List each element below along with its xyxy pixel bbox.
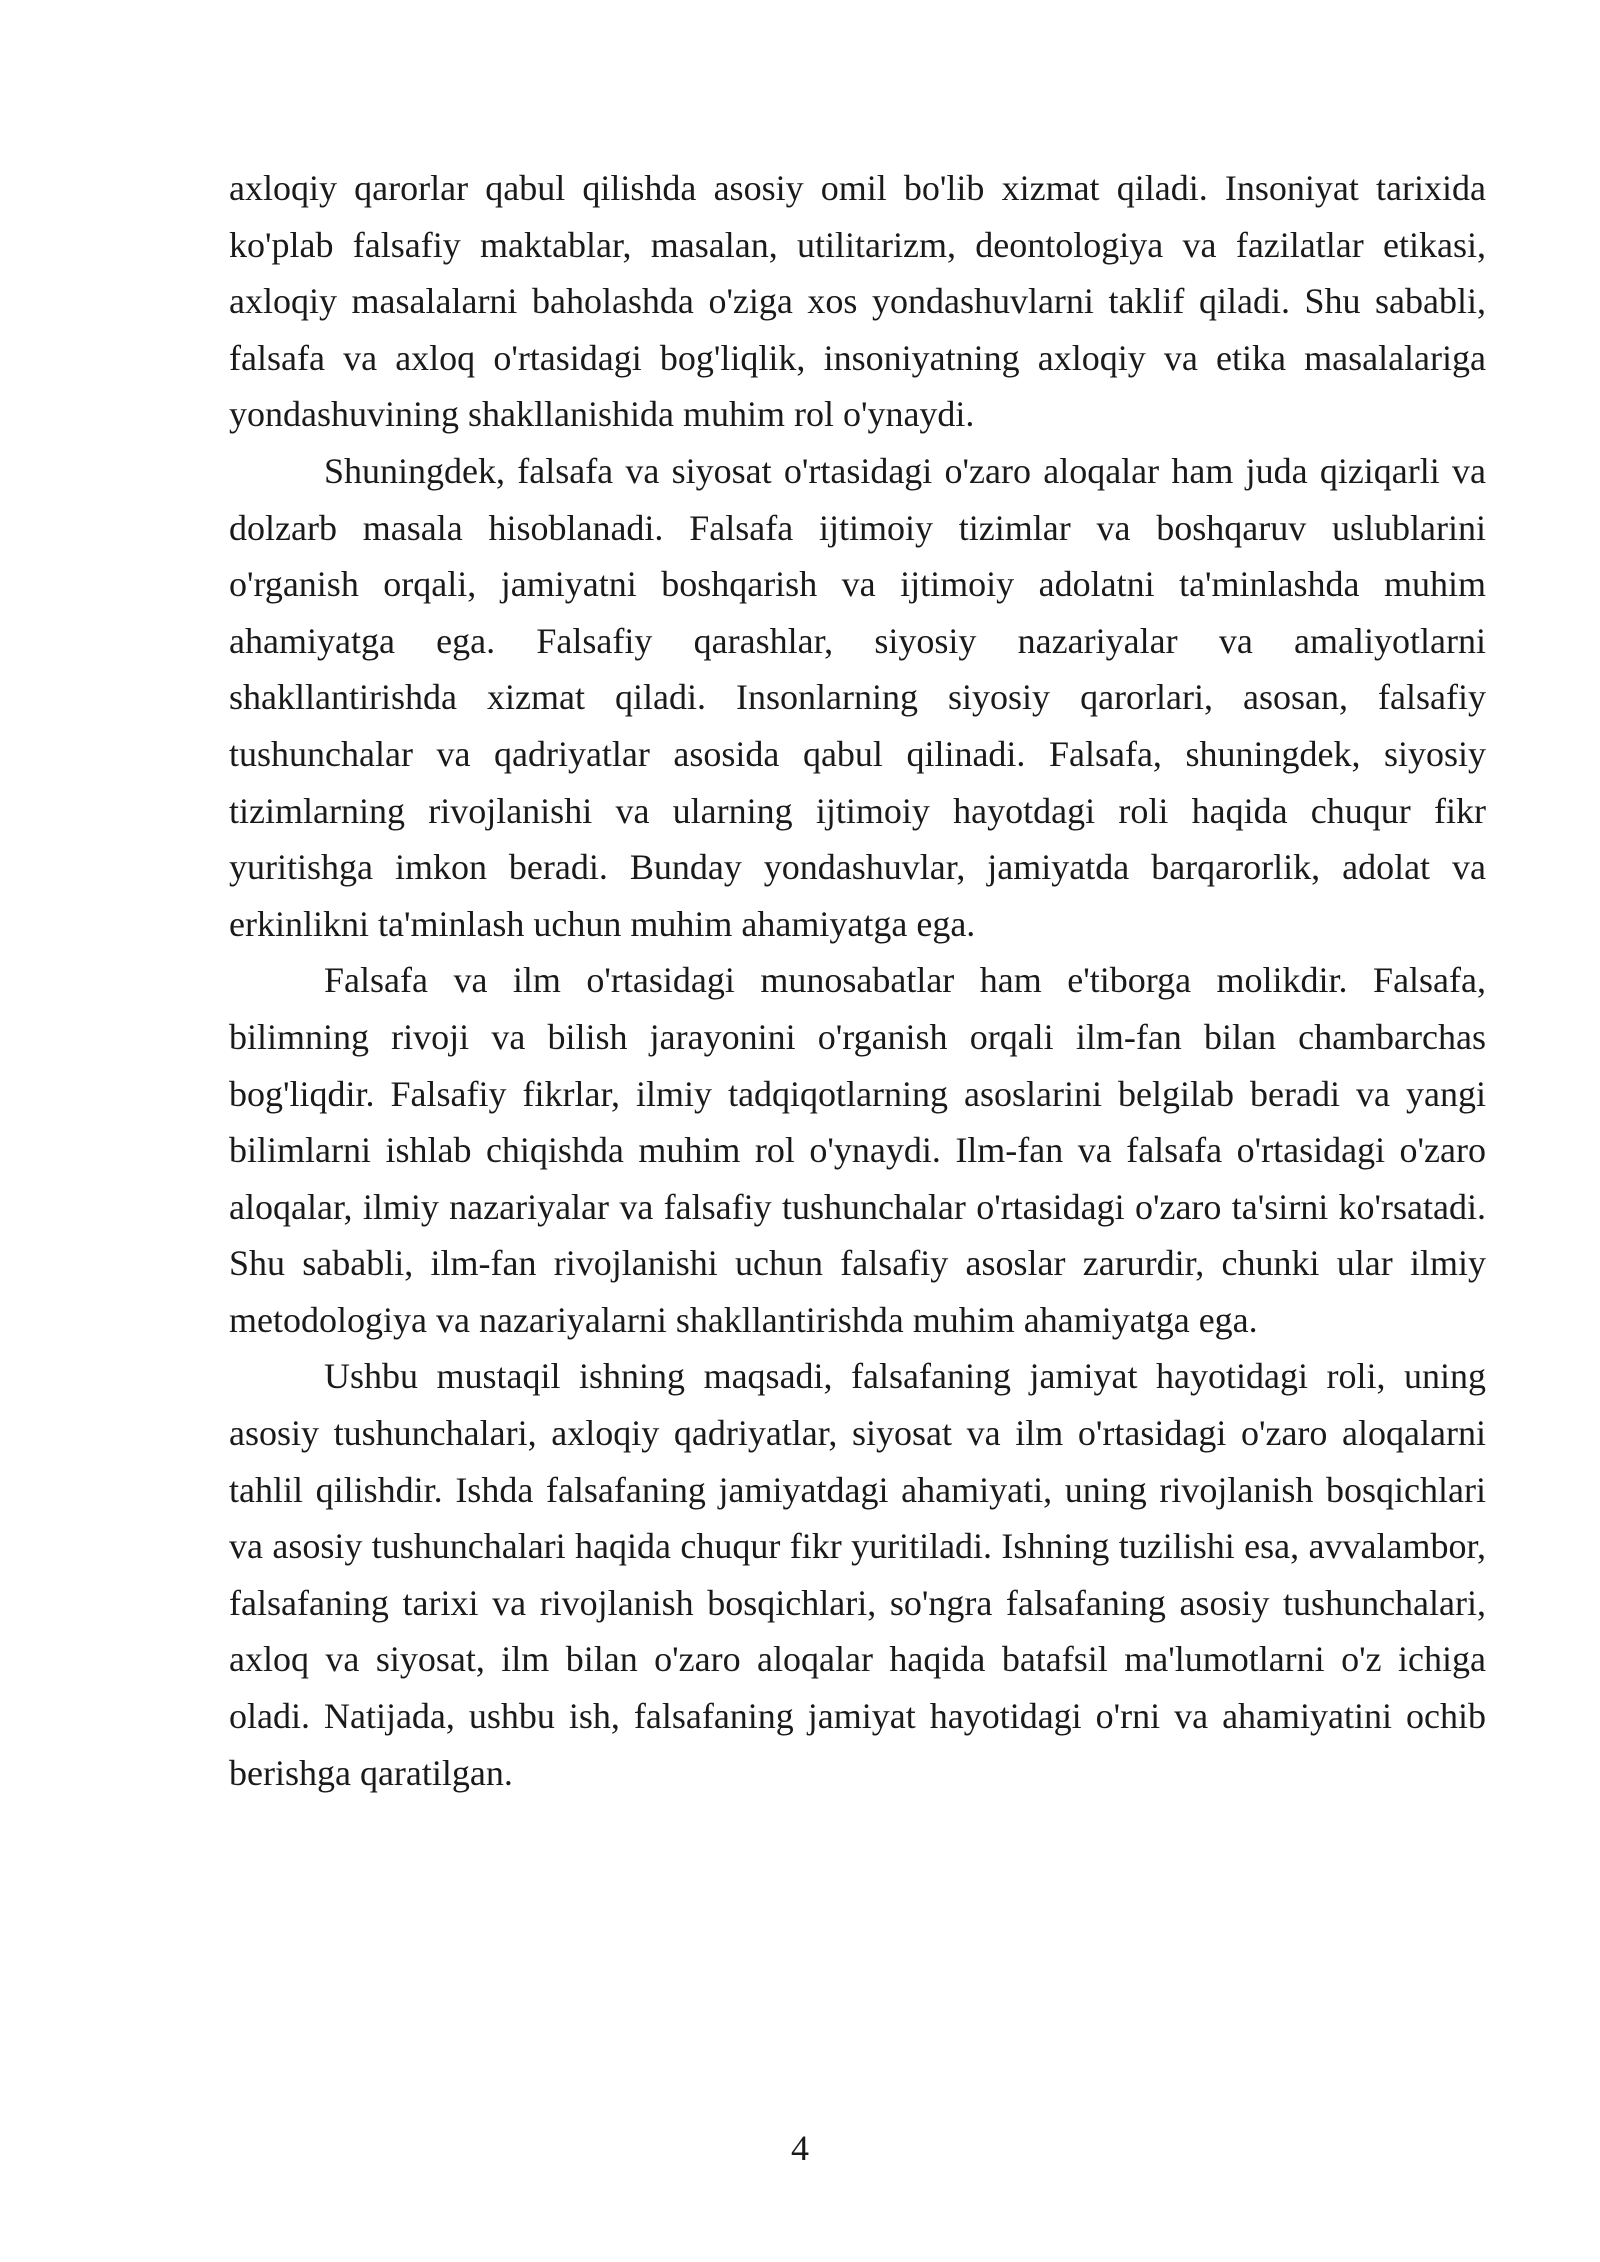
paragraph-purpose: Ushbu mustaqil ishning maqsadi, falsafaning jamiyat hayotidagi roli, uning asosiy tushunchalari, axloqiy qadriyatlar, siyosat va ilm o'rtasidagi o'zaro aloqalarni tahlil qilishdir. Ishda falsafaning jamiyatdagi ahamiyati, uning rivojlanish bosqichlari va asosiy tushunchalari haqida chuqur fikr yuritiladi. Ishning tuzilishi esa, avvalambor, falsafaning tarixi va rivojlanish bosqichlari, so'ngra falsafaning asosiy tushunchalari, axloq va siyosat, ilm bilan o'zaro aloqalar haqida batafsil ma'lumotlarni o'z ichiga oladi. Natijada, ushbu ish, falsafaning jamiyat hayotidagi o'rni va ahamiyatini ochib berishga qaratilgan. [229,1356,1486,1793]
paragraph-continuation: axloqiy qarorlar qabul qilishda asosiy omil bo'lib xizmat qiladi. Insoniyat tarixida ko'plab falsafiy maktablar, masalan, utilitarizm, deontologiya va fazilatlar etikasi, axloqiy masalalarni baholashda o'ziga xos yondashuvlarni taklif qiladi. Shu sababli, falsafa va axloq o'rtasidagi bog'liqlik, insoniyatning axloqiy va etika masalalariga yondashuvining shakllanishida muhim rol o'ynaydi. [229,168,1486,435]
page-number: 4 [791,2128,809,2168]
paragraph-politics: Shuningdek, falsafa va siyosat o'rtasidagi o'zaro aloqalar ham juda qiziqarli va dolzarb masala hisoblanadi. Falsafa ijtimoiy tizimlar va boshqaruv uslublarini o'rganish orqali, jamiyatni boshqarish va ijtimoiy adolatni ta'minlashda muhim ahamiyatga ega. Falsafiy qarashlar, siyosiy nazariyalar va amaliyotlarni shakllantirishda xizmat qiladi. Insonlarning siyosiy qarorlari, asosan, falsafiy tushunchalar va qadriyatlar asosida qabul qilinadi. Falsafa, shuningdek, siyosiy tizimlarning rivojlanishi va ularning ijtimoiy hayotdagi roli haqida chuqur fikr yuritishga imkon beradi. Bunday yondashuvlar, jamiyatda barqarorlik, adolat va erkinlikni ta'minlash uchun muhim ahamiyatga ega. [229,450,1486,944]
document-body [229,160,1486,1801]
paragraph-science: Falsafa va ilm o'rtasidagi munosabatlar ham e'tiborga molikdir. Falsafa, bilimning rivoji va bilish jarayonini o'rganish orqali ilm-fan bilan chambarchas bog'liqdir. Falsafiy fikrlar, ilmiy tadqiqotlarning asoslarini belgilab beradi va yangi bilimlarni ishlab chiqishda muhim rol o'ynaydi. Ilm-fan va falsafa o'rtasidagi o'zaro aloqalar, ilmiy nazariyalar va falsafiy tushunchalar o'rtasidagi o'zaro ta'sirni ko'rsatadi. Shu sababli, ilm-fan rivojlanishi uchun falsafiy asoslar zarurdir, chunki ular ilmiy metodologiya va nazariyalarni shakllantirishda muhim ahamiyatga ega. [229,960,1486,1340]
